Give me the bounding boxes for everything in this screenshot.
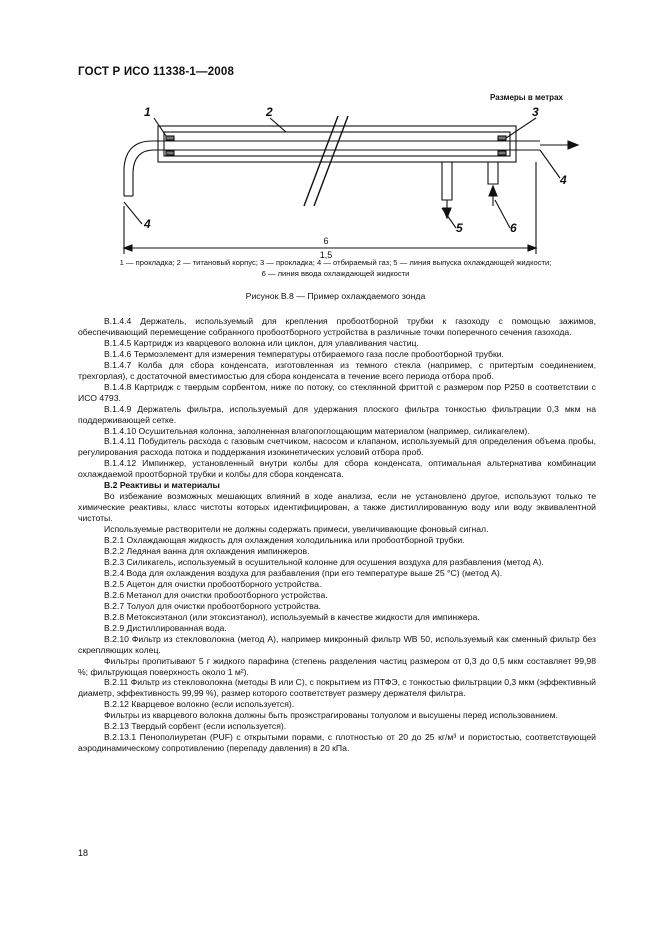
paragraph: В.1.4.11 Побудитель расхода с газовым счетчиком, насосом и клапаном, используемый для определения объема пробы, регулирования расхода потока и поддержания изокинетических условий отбора проб. <box>78 436 596 458</box>
units-note: Размеры в метрах <box>490 93 563 102</box>
paragraph: В.1.4.5 Картридж из кварцевого волокна или циклон, для улавливания частиц. <box>104 337 419 348</box>
paragraph: В.2.12 Кварцевое волокно (если используется). <box>104 699 295 710</box>
paragraph: В.1.4.7 Колба для сбора конденсата, изготовленная из темного стекла (например, с притертым соединением, трехгорлая), с достаточной вместимостью для сбора конденсата в течение всего периода отбора проб. <box>78 359 596 381</box>
label-1: 1 <box>144 105 151 119</box>
label-4-left: 4 <box>144 217 151 231</box>
paragraph: В.2.10 Фильтр из стекловолокна (метод А), например микронный фильтр WB 50, используемый как сменный фильтр без скрепляющих колец. <box>78 633 596 655</box>
paragraph: В.2.4 Вода для охлаждения воздуха для разбавления (при его температуре выше 25 °С) (метод А). <box>104 567 503 578</box>
document-header: ГОСТ Р ИСО 11338-1—2008 <box>78 66 235 78</box>
label-6: 6 <box>510 221 517 235</box>
paragraph: В.2.1 Охлаждающая жидкость для охлаждения холодильника или пробоотборной трубки. <box>104 535 465 546</box>
legend-line-2: 6 — линия ввода охлаждающей жидкости <box>261 269 410 278</box>
inlet-bend <box>124 141 160 196</box>
section-heading: В.2 Реактивы и материалы <box>104 480 220 491</box>
dim-bottom: 1,5 <box>319 250 333 260</box>
figure-legend <box>78 257 593 279</box>
paragraph: В.1.4.6 Термоэлемент для измерения температуры отбираемого газа после пробоотборной трубки. <box>104 348 504 359</box>
probe-figure <box>90 88 580 260</box>
paragraph: В.1.4.10 Осушительная колонна, заполненная влагопоглощающим материалом (например, силикагелем). <box>104 425 530 436</box>
paragraph: В.1.4.12 Импинжер, установленный внутри колбы для сбора конденсата, оптимальная альтернатива комбинации охлаждаемой проотборной трубки и колбы для сбора конденсата. <box>78 458 596 480</box>
label-2: 2 <box>266 105 273 119</box>
paragraph: В.2.5 Ацетон для очистки пробоотборного устройства. <box>104 578 322 589</box>
paragraph: В.2.13.1 Пенополиуретан (PUF) с открытыми порами, с плотностью от 20 до 25 кг/м³ и пористостью, соответствующей аэродинамическому сопротивлению (перепаду давления) в 20 кПа. <box>78 732 596 754</box>
legend-line-1: 1 — прокладка; 2 — титановый корпус; 3 — прокладка; 4 — отбираемый газ; 5 — линия выпуска охлаждающей жидкости; <box>119 258 552 267</box>
paragraph: В.2.6 Метанол для очистки пробоотборного устройства. <box>104 589 328 600</box>
paragraph: В.1.4.8 Картридж с твердым сорбентом, ниже по потоку, со стеклянной фриттой с размером пор Р250 в соответствии с ИСО 4793. <box>78 381 596 403</box>
paragraph: Фильтры пропитывают 5 г жидкого парафина (степень разделения частиц размером от 0,3 до 0,5 мкм составляет 99,98 %; фильтрующая поверхность около 1 м²). <box>78 655 596 677</box>
label-3: 3 <box>532 105 539 119</box>
paragraph: В.2.8 Метоксиэтанол (или этоксиэтанол), используемый в качестве жидкости для импинжера. <box>104 611 480 622</box>
figure-caption: Рисунок В.8 — Пример охлаждаемого зонда <box>245 291 426 301</box>
page-number: 18 <box>78 848 89 858</box>
dim-top: 6 <box>323 236 329 246</box>
paragraph: В.1.4.9 Держатель фильтра, используемый для удержания плоского фильтра тонкостью фильтрации 0,3 мкм на поддерживающей сетке. <box>78 403 596 425</box>
body-text <box>78 316 596 754</box>
label-5: 5 <box>456 221 463 235</box>
paragraph: Фильтры из кварцевого волокна должны быть проэкстрагированы толуолом и высушены перед использованием. <box>104 710 558 721</box>
paragraph: В.2.9 Дистиллированная вода. <box>104 622 227 633</box>
paragraph: Во избежание возможных мешающих влияний в ходе анализа, если не установлено другое, используют только те химические реактивы, класс чистоты которых идентифицирован, а также дистиллированную воду или воду эквивалентной чистоты. <box>78 491 596 524</box>
paragraph: В.2.3 Силикагель, используемый в осушительной колонне для осушения воздуха для разбавления (метод А). <box>104 556 544 567</box>
paragraph: В.2.2 Ледяная ванна для охлаждения импинжеров. <box>104 546 310 557</box>
label-4-right: 4 <box>560 173 567 187</box>
paragraph: Используемые растворители не должны содержать примеси, увеличивающие фоновый сигнал. <box>104 524 489 535</box>
paragraph: В.1.4.4 Держатель, используемый для крепления пробоотборной трубки к газоходу с помощью зажимов, обеспечивающий перемещение собранного пробоотборного устройства в различные точки поперечного сечения газохода. <box>78 316 596 337</box>
paragraph: В.2.7 Толуол для очистки пробоотборного устройства. <box>104 600 321 611</box>
paragraph: В.2.11 Фильтр из стекловолокна (методы В или С), с покрытием из ПТФЭ, с тонкостью фильтрации 0,3 мкм (эффективный диаметр, эффективность 99,99 %), размер которого соответствует размеру держателя фильтра. <box>78 677 596 699</box>
paragraph: В.2.13 Твердый сорбент (если используется). <box>104 721 287 732</box>
